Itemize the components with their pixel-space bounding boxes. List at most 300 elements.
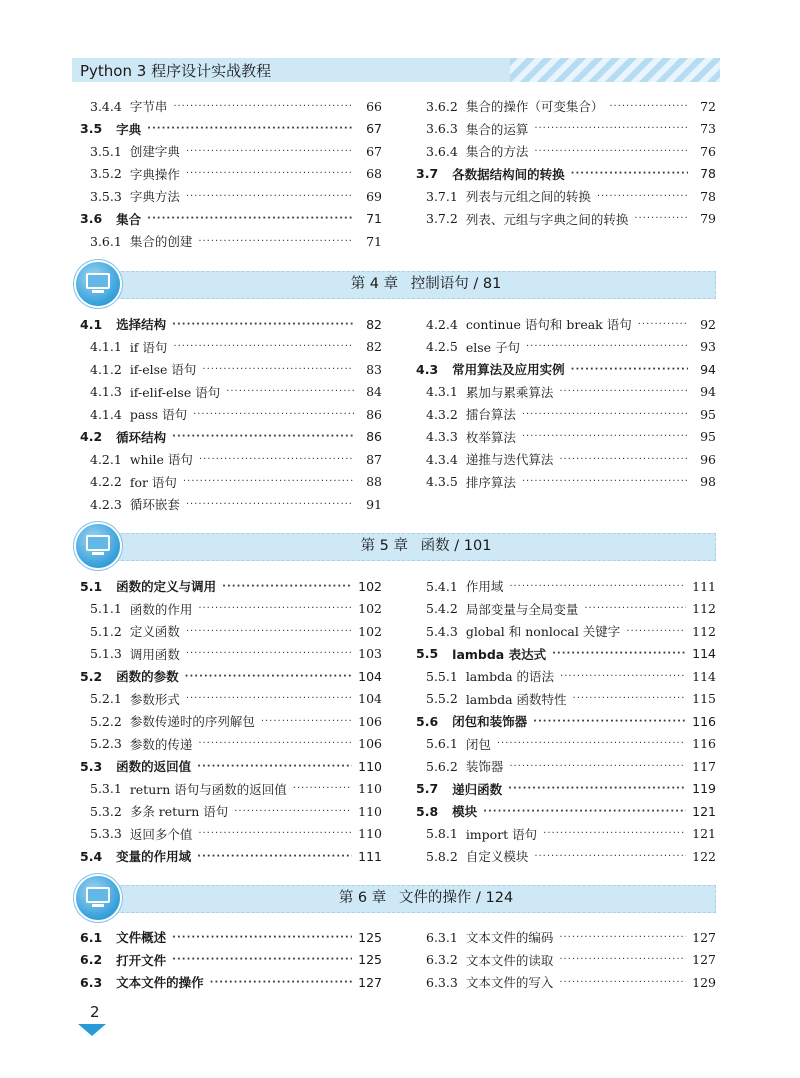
entry-page: 125 bbox=[358, 929, 382, 945]
entry-title: while 语句 bbox=[129, 452, 193, 468]
entry-number: 5.1.3 bbox=[90, 646, 122, 662]
entry-title: 文本文件的读取 bbox=[465, 952, 554, 968]
toc-subsection-entry[interactable] bbox=[416, 845, 716, 868]
entry-number: 5.4.1 bbox=[426, 578, 458, 594]
toc-column-left bbox=[80, 313, 382, 516]
chapter-title bbox=[76, 271, 716, 297]
entry-title: 文本文件的写入 bbox=[465, 975, 554, 991]
entry-number: 3.6.3 bbox=[426, 121, 458, 137]
entry-number: 5.8.2 bbox=[426, 848, 458, 864]
entry-number: 3.7.2 bbox=[426, 211, 458, 227]
toc-section-entry[interactable] bbox=[416, 358, 716, 381]
toc-column-right bbox=[416, 926, 716, 994]
entry-page: 127 bbox=[358, 974, 382, 990]
entry-page: 92 bbox=[700, 316, 716, 332]
dot-leader bbox=[185, 671, 352, 682]
chapter-name: 函数 / 101 bbox=[420, 538, 492, 554]
dot-leader bbox=[172, 932, 352, 943]
page-marker-triangle bbox=[78, 1024, 106, 1036]
dot-leader bbox=[526, 341, 688, 352]
entry-number: 5.3 bbox=[80, 758, 103, 774]
entry-page: 91 bbox=[366, 496, 382, 512]
entry-title: for 语句 bbox=[129, 474, 177, 490]
entry-page: 78 bbox=[700, 188, 716, 204]
toc-subsection-entry[interactable] bbox=[416, 95, 716, 118]
entry-page: 121 bbox=[692, 826, 716, 842]
entry-number: 5.2 bbox=[80, 668, 103, 684]
entry-number: 4.1.4 bbox=[90, 406, 122, 422]
entry-number: 5.7 bbox=[416, 781, 439, 797]
entry-title: 字典 bbox=[116, 121, 142, 137]
entry-page: 67 bbox=[366, 121, 382, 137]
entry-title: return 语句与函数的返回值 bbox=[129, 781, 287, 797]
toc-section-entry[interactable] bbox=[416, 710, 716, 733]
entry-title: 集合的操作（可变集合） bbox=[465, 99, 604, 115]
entry-number: 4.3 bbox=[416, 361, 439, 377]
entry-title: 文本文件的编码 bbox=[465, 930, 554, 946]
entry-title: import 语句 bbox=[465, 826, 538, 842]
entry-title: 各数据结构间的转换 bbox=[452, 166, 565, 182]
entry-number: 6.3.3 bbox=[426, 974, 458, 990]
chapter-banner-4 bbox=[76, 262, 716, 306]
entry-title: 递归函数 bbox=[452, 781, 503, 797]
entry-number: 5.2.3 bbox=[90, 736, 122, 752]
dot-leader bbox=[559, 954, 686, 965]
toc-subsection-entry[interactable] bbox=[416, 381, 716, 404]
dot-leader bbox=[186, 191, 354, 202]
entry-page: 125 bbox=[358, 952, 382, 968]
toc-subsection-entry[interactable] bbox=[80, 358, 382, 381]
entry-title: 文本文件的操作 bbox=[116, 975, 204, 991]
toc-subsection-entry[interactable] bbox=[416, 823, 716, 846]
toc-subsection-entry[interactable] bbox=[80, 448, 382, 471]
entry-number: 4.1.1 bbox=[90, 339, 122, 355]
toc-subsection-entry[interactable] bbox=[416, 426, 716, 449]
toc-section-entry[interactable] bbox=[80, 971, 382, 994]
entry-page: 106 bbox=[358, 713, 382, 729]
entry-title: 函数的定义与调用 bbox=[116, 579, 217, 595]
dot-leader bbox=[234, 806, 352, 817]
toc-subsection-entry[interactable] bbox=[80, 471, 382, 494]
dot-leader bbox=[222, 581, 352, 592]
entry-page: 103 bbox=[358, 646, 382, 662]
entry-number: 4.3.5 bbox=[426, 474, 458, 490]
entry-page: 71 bbox=[366, 211, 382, 227]
toc-subsection-entry[interactable] bbox=[80, 140, 382, 163]
entry-title: 文件概述 bbox=[116, 930, 167, 946]
entry-page: 72 bbox=[700, 98, 716, 114]
toc-subsection-entry[interactable] bbox=[416, 313, 716, 336]
entry-title: 累加与累乘算法 bbox=[465, 384, 554, 400]
toc-subsection-entry[interactable] bbox=[80, 733, 382, 756]
dot-leader bbox=[198, 603, 352, 614]
entry-page: 67 bbox=[366, 143, 382, 159]
entry-title: 字典方法 bbox=[129, 189, 180, 205]
entry-title: 模块 bbox=[452, 804, 478, 820]
entry-title: 参数的传递 bbox=[129, 736, 193, 752]
entry-title: 常用算法及应用实例 bbox=[452, 362, 565, 378]
toc-subsection-entry[interactable] bbox=[416, 971, 716, 994]
entry-page: 114 bbox=[692, 646, 716, 662]
entry-title: 闭包和装饰器 bbox=[452, 714, 528, 730]
entry-number: 3.5 bbox=[80, 121, 103, 137]
toc-subsection-entry[interactable] bbox=[80, 493, 382, 516]
toc-section-entry[interactable] bbox=[416, 800, 716, 823]
dot-leader bbox=[634, 213, 688, 224]
dot-leader bbox=[147, 213, 354, 224]
dot-leader bbox=[597, 191, 688, 202]
entry-number: 5.1.1 bbox=[90, 601, 122, 617]
toc-subsection-entry[interactable] bbox=[416, 926, 716, 949]
entry-number: 4.2 bbox=[80, 429, 103, 445]
toc-subsection-entry[interactable] bbox=[80, 800, 382, 823]
entry-title: 函数的作用 bbox=[129, 601, 193, 617]
entry-page: 121 bbox=[692, 803, 716, 819]
entry-title: 函数的参数 bbox=[116, 669, 179, 685]
dot-leader bbox=[483, 806, 686, 817]
entry-page: 95 bbox=[700, 406, 716, 422]
toc-subsection-entry[interactable] bbox=[416, 688, 716, 711]
dot-leader bbox=[173, 341, 354, 352]
entry-title: 集合的运算 bbox=[465, 121, 529, 137]
running-header bbox=[72, 58, 720, 82]
toc-section-entry[interactable] bbox=[80, 208, 382, 231]
toc-column-left bbox=[80, 926, 382, 994]
entry-number: 5.8 bbox=[416, 803, 439, 819]
toc-subsection-entry[interactable] bbox=[80, 688, 382, 711]
toc-subsection-entry[interactable] bbox=[416, 140, 716, 163]
dot-leader bbox=[186, 626, 352, 637]
entry-title: 变量的作用域 bbox=[116, 849, 192, 865]
toc-subsection-entry[interactable] bbox=[416, 949, 716, 972]
entry-title: 装饰器 bbox=[465, 759, 504, 775]
toc-section-entry[interactable] bbox=[80, 926, 382, 949]
entry-title: 多条 return 语句 bbox=[129, 804, 229, 820]
entry-title: global 和 nonlocal 关键字 bbox=[465, 624, 621, 640]
toc-section-entry[interactable] bbox=[80, 845, 382, 868]
entry-number: 3.7 bbox=[416, 166, 439, 182]
chapter-banner-6 bbox=[76, 876, 716, 920]
toc-section-entry[interactable] bbox=[416, 643, 716, 666]
toc-subsection-entry[interactable] bbox=[80, 95, 382, 118]
entry-page: 82 bbox=[366, 316, 382, 332]
toc-subsection-entry[interactable] bbox=[416, 733, 716, 756]
entry-title: 调用函数 bbox=[129, 646, 180, 662]
dot-leader bbox=[186, 168, 354, 179]
toc-subsection-entry[interactable] bbox=[416, 448, 716, 471]
entry-title: lambda 的语法 bbox=[465, 669, 555, 685]
toc-subsection-entry[interactable] bbox=[416, 665, 716, 688]
entry-page: 68 bbox=[366, 166, 382, 182]
entry-title: else 子句 bbox=[465, 339, 520, 355]
entry-title: 列表与元组之间的转换 bbox=[465, 189, 591, 205]
dot-leader bbox=[522, 431, 688, 442]
dot-leader bbox=[626, 626, 686, 637]
entry-page: 111 bbox=[692, 578, 716, 594]
entry-title: if-elif-else 语句 bbox=[129, 384, 221, 400]
entry-page: 86 bbox=[366, 406, 382, 422]
entry-number: 3.6.4 bbox=[426, 143, 458, 159]
toc-subsection-entry[interactable] bbox=[80, 381, 382, 404]
entry-title: 擂台算法 bbox=[465, 407, 516, 423]
entry-number: 5.5.1 bbox=[426, 668, 458, 684]
toc-subsection-entry[interactable] bbox=[416, 403, 716, 426]
entry-page: 87 bbox=[366, 451, 382, 467]
dot-leader bbox=[186, 693, 352, 704]
entry-page: 104 bbox=[358, 668, 382, 684]
entry-number: 5.8.1 bbox=[426, 826, 458, 842]
toc-subsection-entry[interactable] bbox=[80, 778, 382, 801]
entry-page: 96 bbox=[700, 451, 716, 467]
entry-page: 102 bbox=[358, 578, 382, 594]
toc-column-left bbox=[80, 575, 382, 868]
entry-page: 110 bbox=[358, 803, 382, 819]
entry-page: 110 bbox=[358, 758, 382, 774]
dot-leader bbox=[509, 581, 686, 592]
entry-title: 局部变量与全局变量 bbox=[465, 601, 579, 617]
toc-section-entry[interactable] bbox=[80, 665, 382, 688]
entry-page: 119 bbox=[692, 781, 716, 797]
toc-column-left bbox=[80, 95, 382, 253]
entry-title: 闭包 bbox=[465, 736, 491, 752]
dot-leader bbox=[559, 386, 688, 397]
toc-subsection-entry[interactable] bbox=[416, 118, 716, 141]
entry-number: 3.7.1 bbox=[426, 188, 458, 204]
toc-section-entry[interactable] bbox=[80, 755, 382, 778]
entry-title: 字节串 bbox=[129, 99, 168, 115]
entry-title: 枚举算法 bbox=[465, 429, 516, 445]
entry-number: 6.1 bbox=[80, 929, 103, 945]
entry-number: 5.5 bbox=[416, 646, 439, 662]
entry-number: 6.3.2 bbox=[426, 952, 458, 968]
dot-leader bbox=[172, 319, 354, 330]
dot-leader bbox=[202, 364, 354, 375]
dot-leader bbox=[534, 146, 688, 157]
entry-title: 打开文件 bbox=[116, 952, 167, 968]
entry-number: 3.6.1 bbox=[90, 233, 122, 249]
dot-leader bbox=[173, 101, 354, 112]
entry-number: 5.1 bbox=[80, 578, 103, 594]
dot-leader bbox=[172, 954, 352, 965]
entry-number: 6.3 bbox=[80, 974, 103, 990]
entry-number: 5.3.3 bbox=[90, 826, 122, 842]
toc-subsection-entry[interactable] bbox=[80, 336, 382, 359]
entry-title: 函数的返回值 bbox=[116, 759, 192, 775]
entry-page: 112 bbox=[692, 601, 716, 617]
entry-page: 102 bbox=[358, 601, 382, 617]
dot-leader bbox=[522, 476, 688, 487]
entry-number: 4.2.1 bbox=[90, 451, 122, 467]
entry-page: 88 bbox=[366, 474, 382, 490]
dot-leader bbox=[186, 146, 354, 157]
entry-page: 78 bbox=[700, 166, 716, 182]
dot-leader bbox=[571, 364, 688, 375]
dot-leader bbox=[197, 851, 352, 862]
toc-subsection-entry[interactable] bbox=[80, 403, 382, 426]
toc-column-right bbox=[416, 95, 716, 230]
entry-number: 3.6.2 bbox=[426, 98, 458, 114]
toc-section-entry[interactable] bbox=[80, 949, 382, 972]
dot-leader bbox=[198, 738, 352, 749]
entry-number: 5.6 bbox=[416, 713, 439, 729]
toc-subsection-entry[interactable] bbox=[416, 336, 716, 359]
entry-title: continue 语句和 break 语句 bbox=[465, 317, 632, 333]
chapter-label: 第 5 章 bbox=[360, 538, 409, 554]
entry-number: 5.3.2 bbox=[90, 803, 122, 819]
entry-page: 106 bbox=[358, 736, 382, 752]
entry-number: 5.5.2 bbox=[426, 691, 458, 707]
dot-leader bbox=[199, 454, 354, 465]
dot-leader bbox=[226, 386, 354, 397]
entry-page: 93 bbox=[700, 339, 716, 355]
entry-number: 3.5.1 bbox=[90, 143, 122, 159]
entry-title: 集合的创建 bbox=[129, 234, 193, 250]
entry-title: pass 语句 bbox=[129, 407, 188, 423]
dot-leader bbox=[534, 851, 686, 862]
entry-number: 6.3.1 bbox=[426, 929, 458, 945]
chapter-name: 文件的操作 / 124 bbox=[398, 890, 514, 906]
toc-subsection-entry[interactable] bbox=[416, 208, 716, 231]
toc-subsection-entry[interactable] bbox=[416, 575, 716, 598]
dot-leader bbox=[193, 409, 354, 420]
dot-leader bbox=[508, 783, 686, 794]
toc-subsection-entry[interactable] bbox=[80, 185, 382, 208]
toc-section-entry[interactable] bbox=[416, 778, 716, 801]
entry-page: 84 bbox=[366, 384, 382, 400]
dot-leader bbox=[584, 603, 686, 614]
chapter-label: 第 6 章 bbox=[338, 890, 387, 906]
entry-page: 76 bbox=[700, 143, 716, 159]
entry-number: 4.3.3 bbox=[426, 429, 458, 445]
entry-number: 4.2.2 bbox=[90, 474, 122, 490]
toc-subsection-entry[interactable] bbox=[416, 471, 716, 494]
dot-leader bbox=[183, 476, 354, 487]
entry-title: 循环结构 bbox=[116, 429, 167, 445]
entry-page: 73 bbox=[700, 121, 716, 137]
entry-title: if 语句 bbox=[129, 339, 168, 355]
entry-page: 82 bbox=[366, 339, 382, 355]
entry-page: 129 bbox=[692, 974, 716, 990]
entry-page: 110 bbox=[358, 781, 382, 797]
dot-leader bbox=[609, 101, 688, 112]
toc-column-right bbox=[416, 575, 716, 868]
dot-leader bbox=[197, 761, 352, 772]
entry-number: 5.4.3 bbox=[426, 623, 458, 639]
page-number: 2 bbox=[90, 1003, 100, 1021]
entry-page: 66 bbox=[366, 98, 382, 114]
header-decoration bbox=[510, 58, 720, 82]
entry-page: 127 bbox=[692, 952, 716, 968]
entry-page: 69 bbox=[366, 188, 382, 204]
entry-number: 5.2.1 bbox=[90, 691, 122, 707]
entry-page: 86 bbox=[366, 429, 382, 445]
dot-leader bbox=[559, 932, 686, 943]
entry-title: 排序算法 bbox=[465, 474, 516, 490]
dot-leader bbox=[559, 977, 686, 988]
dot-leader bbox=[573, 693, 687, 704]
chapter-title bbox=[76, 885, 716, 911]
entry-page: 104 bbox=[358, 691, 382, 707]
entry-number: 3.6 bbox=[80, 211, 103, 227]
entry-title: 选择结构 bbox=[116, 317, 167, 333]
toc-section-entry[interactable] bbox=[80, 313, 382, 336]
entry-title: lambda 表达式 bbox=[452, 646, 547, 662]
entry-page: 122 bbox=[692, 848, 716, 864]
dot-leader bbox=[522, 409, 688, 420]
entry-number: 4.2.5 bbox=[426, 339, 458, 355]
dot-leader bbox=[571, 168, 688, 179]
toc-subsection-entry[interactable] bbox=[80, 163, 382, 186]
dot-leader bbox=[638, 319, 688, 330]
dot-leader bbox=[198, 828, 352, 839]
toc-subsection-entry[interactable] bbox=[416, 620, 716, 643]
toc-subsection-entry[interactable] bbox=[80, 710, 382, 733]
entry-page: 116 bbox=[692, 736, 716, 752]
entry-number: 5.3.1 bbox=[90, 781, 122, 797]
dot-leader bbox=[147, 123, 354, 134]
dot-leader bbox=[533, 716, 686, 727]
entry-page: 110 bbox=[358, 826, 382, 842]
toc-subsection-entry[interactable] bbox=[80, 230, 382, 253]
dot-leader bbox=[293, 783, 352, 794]
toc-subsection-entry[interactable] bbox=[80, 598, 382, 621]
toc-section-entry[interactable] bbox=[80, 426, 382, 449]
entry-number: 3.4.4 bbox=[90, 98, 122, 114]
entry-title: 创建字典 bbox=[129, 144, 180, 160]
entry-page: 102 bbox=[358, 623, 382, 639]
toc-section-entry[interactable] bbox=[416, 163, 716, 186]
entry-page: 116 bbox=[692, 713, 716, 729]
entry-number: 4.2.4 bbox=[426, 316, 458, 332]
entry-number: 4.1.2 bbox=[90, 361, 122, 377]
chapter-title bbox=[76, 533, 716, 559]
chapter-label: 第 4 章 bbox=[350, 276, 399, 292]
dot-leader bbox=[559, 454, 688, 465]
dot-leader bbox=[172, 431, 354, 442]
entry-title: 循环嵌套 bbox=[129, 497, 180, 513]
entry-number: 5.1.2 bbox=[90, 623, 122, 639]
toc-subsection-entry[interactable] bbox=[416, 598, 716, 621]
entry-number: 6.2 bbox=[80, 952, 103, 968]
entry-number: 4.2.3 bbox=[90, 496, 122, 512]
dot-leader bbox=[210, 977, 352, 988]
entry-title: 自定义模块 bbox=[465, 849, 529, 865]
entry-title: 参数形式 bbox=[129, 691, 180, 707]
toc-section-entry[interactable] bbox=[80, 575, 382, 598]
toc-subsection-entry[interactable] bbox=[416, 185, 716, 208]
entry-number: 4.1 bbox=[80, 316, 103, 332]
entry-page: 94 bbox=[700, 361, 716, 377]
entry-title: 列表、元组与字典之间的转换 bbox=[465, 211, 629, 227]
entry-page: 117 bbox=[692, 758, 716, 774]
toc-subsection-entry[interactable] bbox=[80, 823, 382, 846]
entry-number: 3.5.2 bbox=[90, 166, 122, 182]
entry-page: 94 bbox=[700, 384, 716, 400]
entry-title: 递推与迭代算法 bbox=[465, 452, 554, 468]
toc-subsection-entry[interactable] bbox=[80, 620, 382, 643]
toc-column-right bbox=[416, 313, 716, 493]
dot-leader bbox=[186, 648, 352, 659]
dot-leader bbox=[198, 236, 354, 247]
entry-title: lambda 函数特性 bbox=[465, 691, 567, 707]
entry-page: 71 bbox=[366, 233, 382, 249]
toc-subsection-entry[interactable] bbox=[416, 755, 716, 778]
entry-page: 83 bbox=[366, 361, 382, 377]
toc-subsection-entry[interactable] bbox=[80, 643, 382, 666]
toc-section-entry[interactable] bbox=[80, 118, 382, 141]
dot-leader bbox=[543, 828, 686, 839]
entry-page: 127 bbox=[692, 929, 716, 945]
